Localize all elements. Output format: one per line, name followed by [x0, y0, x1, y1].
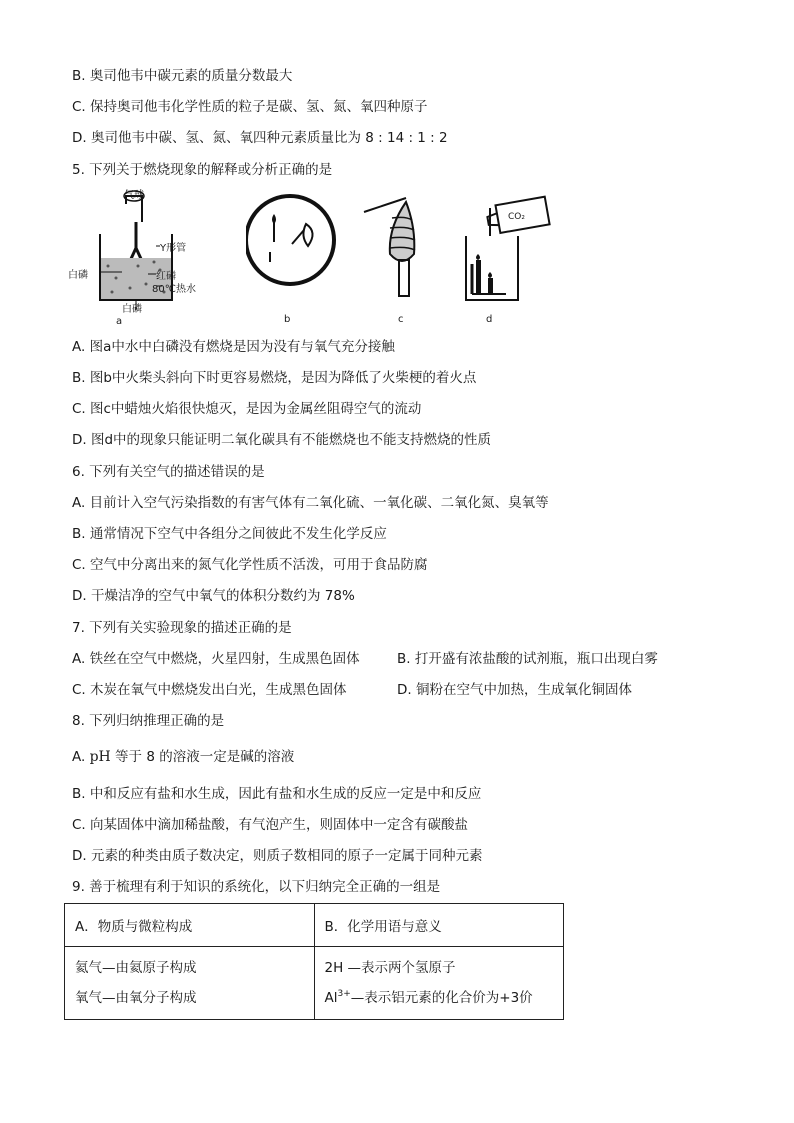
q6-stem: 6. 下列有关空气的描述错误的是 [72, 464, 265, 480]
q6-option-c: C. 空气中分离出来的氮气化学性质不活泼，可用于食品防腐 [72, 557, 428, 573]
q9-b-line2-rest: —表示铝元素的化合价为+3价 [350, 990, 533, 1006]
label-balloon: 气球 [124, 190, 144, 201]
q9-b-line2-sup: 3+ [337, 989, 351, 999]
q9-table [64, 903, 564, 1020]
q8-stem: 8. 下列归纳推理正确的是 [72, 713, 225, 729]
q6-option-a: A. 目前计入空气污染指数的有害气体有二氧化硫、一氧化碳、二氧化氮、臭氧等 [72, 495, 549, 511]
label-white-phosphorus-left: 白磷 [68, 270, 88, 281]
q6-option-d: D. 干燥洁净的空气中氧气的体积分数约为 78% [72, 588, 355, 604]
q8-option-a [72, 748, 294, 766]
figure-d-co2-pour [456, 188, 556, 330]
q5-option-c: C. 图c中蜡烛火焰很快熄灭，是因为金属丝阻碍空气的流动 [72, 401, 422, 417]
q8-option-d: D. 元素的种类由质子数决定，则质子数相同的原子一定属于同种元素 [72, 848, 483, 864]
q8-option-a-prefix: A. [72, 749, 90, 765]
q7-option-d: D. 铜粉在空气中加热，生成氧化铜固体 [397, 682, 632, 698]
label-red-phosphorus: 红磷 [156, 271, 176, 282]
q9-header-b: B．化学用语与意义 [314, 904, 564, 947]
q9-b-line2-base: Al [324, 990, 338, 1006]
q7-option-a: A. 铁丝在空气中燃烧，火星四射，生成黑色固体 [72, 651, 360, 667]
figure-a-label: a [116, 316, 123, 327]
q9-b-line1: 2H —表示两个氢原子 [324, 960, 456, 976]
q8-option-b: B. 中和反应有盐和水生成，因此有盐和水生成的反应一定是中和反应 [72, 786, 482, 802]
q8-option-a-ph: pH [89, 749, 111, 765]
q4-option-c: C. 保持奥司他韦化学性质的粒子是碳、氢、氮、氧四种原子 [72, 99, 428, 115]
q9-table-body-row [65, 947, 564, 1020]
label-y-tube: Y形管 [160, 243, 187, 254]
q5-option-b: B. 图b中火柴头斜向下时更容易燃烧，是因为降低了火柴梗的着火点 [72, 370, 477, 386]
figure-b-match-flame [246, 188, 356, 330]
q6-option-b: B. 通常情况下空气中各组分之间彼此不发生化学反应 [72, 526, 387, 542]
q5-stem: 5. 下列关于燃烧现象的解释或分析正确的是 [72, 162, 333, 178]
figure-c-candle-coil [362, 188, 442, 330]
q9-a-line1: 氦气—由氦原子构成 [75, 960, 197, 976]
q8-option-c: C. 向某固体中滴加稀盐酸，有气泡产生，则固体中一定含有碳酸盐 [72, 817, 469, 833]
q9-stem: 9. 善于梳理有利于知识的系统化，以下归纳完全正确的一组是 [72, 879, 441, 895]
q9-a-line2: 氧气—由氧分子构成 [75, 990, 197, 1006]
q7-option-b: B. 打开盛有浓盐酸的试剂瓶，瓶口出现白雾 [397, 651, 658, 667]
q4-option-b: B. 奥司他韦中碳元素的质量分数最大 [72, 68, 293, 84]
q7-stem: 7. 下列有关实验现象的描述正确的是 [72, 620, 292, 636]
q9-cell-a [65, 947, 315, 1020]
q9-b-line2 [325, 983, 554, 1013]
q9-header-a: A．物质与微粒构成 [65, 904, 315, 947]
label-hot-water: 80℃热水 [152, 284, 196, 295]
figure-a-white-phosphorus-apparatus [68, 188, 206, 330]
label-co2: CO₂ [508, 212, 525, 222]
q8-option-a-rest: 等于 8 的溶液一定是碱的溶液 [110, 749, 295, 765]
q5-option-d: D. 图d中的现象只能证明二氧化碳具有不能燃烧也不能支持燃烧的性质 [72, 432, 492, 448]
q4-option-d: D. 奥司他韦中碳、氢、氮、氧四种元素质量比为 8 : 14 : 1 : 2 [72, 130, 448, 146]
q9-cell-b [314, 947, 564, 1020]
q7-option-c: C. 木炭在氧气中燃烧发出白光，生成黑色固体 [72, 682, 347, 698]
q5-figure [68, 188, 556, 330]
label-white-phosphorus-bottom: 白磷 [122, 304, 142, 315]
figure-d-label: d [486, 314, 493, 325]
figure-b-label: b [284, 314, 291, 325]
q5-option-a: A. 图a中水中白磷没有燃烧是因为没有与氧气充分接触 [72, 339, 395, 355]
figure-c-label: c [398, 314, 404, 325]
q9-table-header-row [65, 904, 564, 947]
